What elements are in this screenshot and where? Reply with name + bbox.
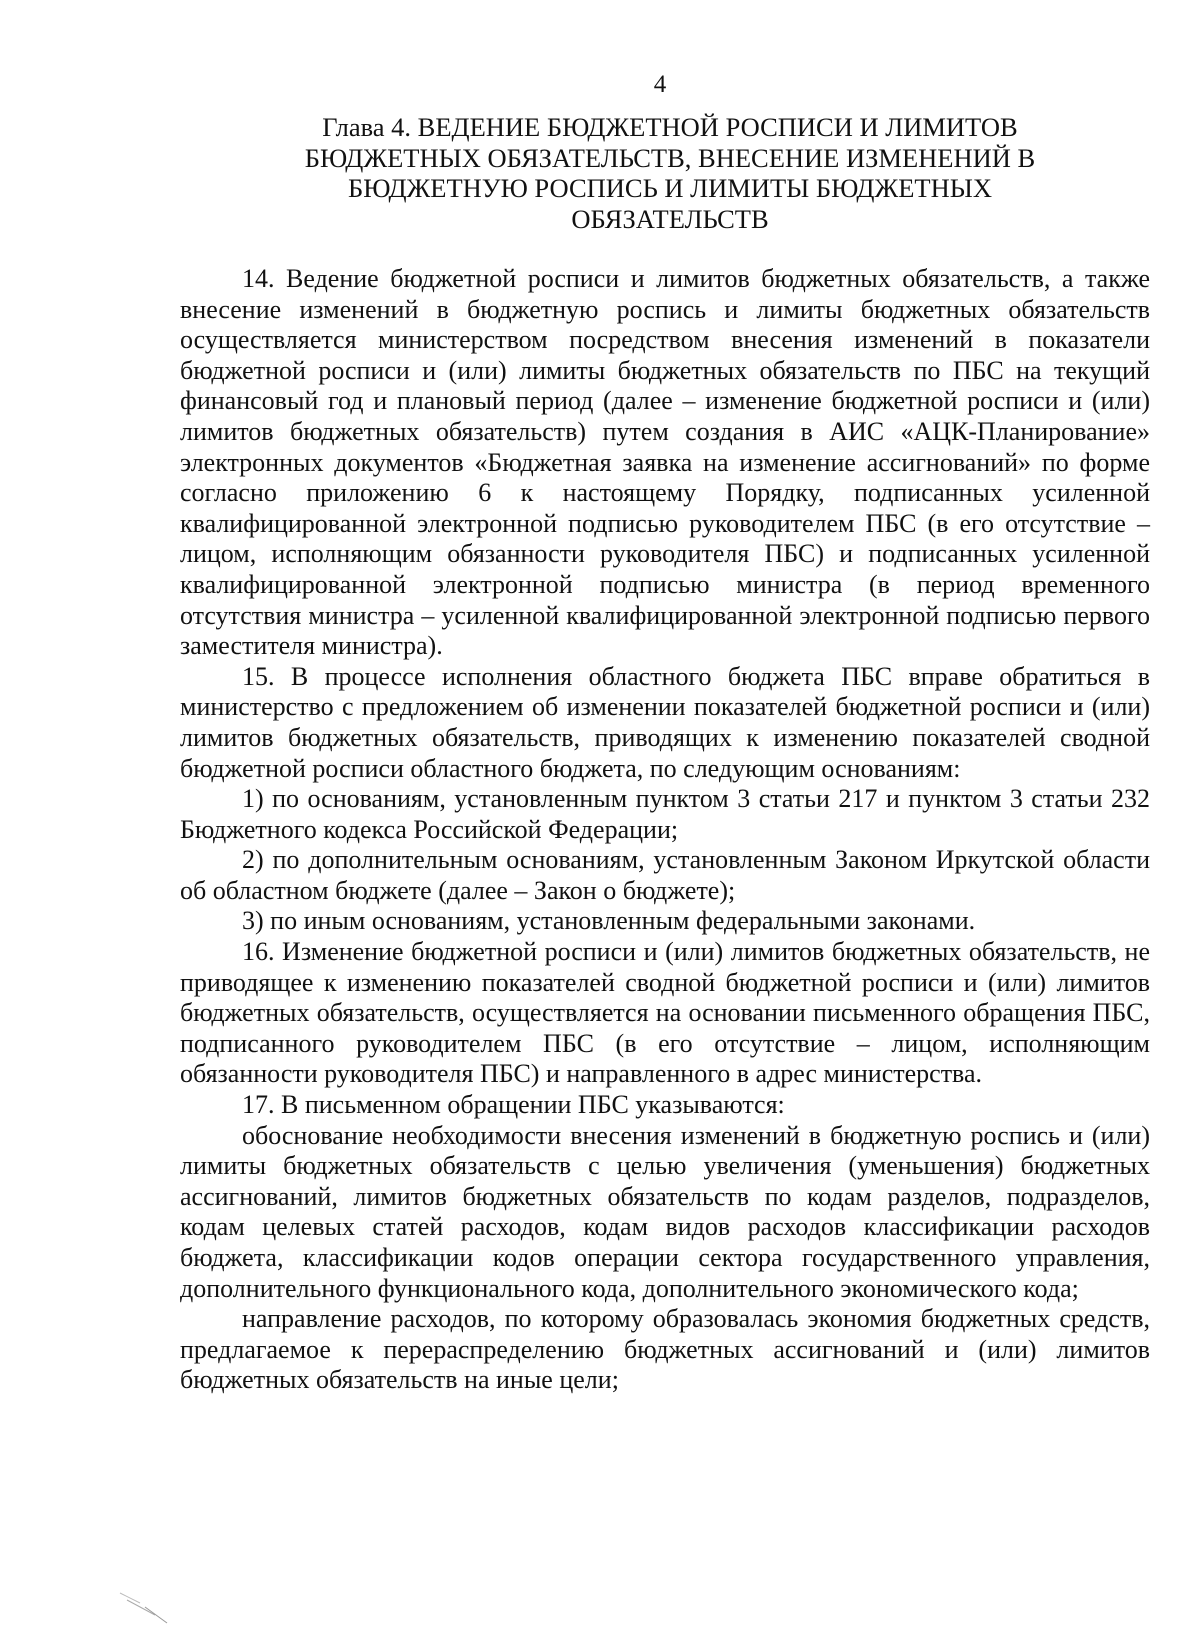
paragraph-14: 14. Ведение бюджетной росписи и лимитов бюджетных обязательств, а также внесение изменений в бюджетную роспись и лимиты бюджетных обязательств осуществляется министерством посредством внесения изменений в показатели бюджетной росписи и (или) лимиты бюджетных обязательств по ПБС на текущий финансовый год и плановый период (далее – изменение бюджетной росписи и (или) лимитов бюджетных обязательств) путем создания в АИС «АЦК-Планирование» электронных документов «Бюджетная заявка на изменение ассигнований» по форме согласно приложению 6 к настоящему Порядку, подписанных усиленной квалифицированной электронной подписью руководителем ПБС (в его отсутствие – лицом, исполняющим обязанности руководителя ПБС) и подписанных усиленной квалифицированной электронной подписью министра (в период временного отсутствия министра – усиленной квалифицированной электронной подписью первого заместителя министра). (180, 264, 1150, 661)
chapter-title: Глава 4. ВЕДЕНИЕ БЮДЖЕТНОЙ РОСПИСИ И ЛИМИТОВ БЮДЖЕТНЫХ ОБЯЗАТЕЛЬСТВ, ВНЕСЕНИЕ ИЗМЕНЕНИЙ В БЮДЖЕТНУЮ РОСПИСЬ И ЛИМИТЫ БЮДЖЕТНЫХ ОБЯЗАТЕЛЬСТВ (304, 112, 1036, 234)
list-item-3: 3) по иным основаниям, установленным федеральными законами. (242, 906, 976, 936)
scan-artifact-mark (115, 1585, 175, 1625)
paragraph-17-item-savings-direction: направление расходов, по которому образовалась экономия бюджетных средств, предлагаемое к перераспределению бюджетных ассигнований и (или) лимитов бюджетных обязательств на иные цели; (180, 1304, 1150, 1395)
paragraph-16: 16. Изменение бюджетной росписи и (или) лимитов бюджетных обязательств, не приводящее к изменению показателей сводной бюджетной росписи и (или) лимитов бюджетных обязательств, осуществляется на основании письменного обращения ПБС, подписанного руководителем ПБС (в его отсутствие – лицом, исполняющим обязанности руководителя ПБС) и направленного в адрес министерства. (180, 937, 1150, 1089)
list-item-2: 2) по дополнительным основаниям, установленным Законом Иркутской области об областном бюджете (далее – Закон о бюджете); (180, 845, 1150, 905)
paragraph-17: 17. В письменном обращении ПБС указываются: (242, 1090, 785, 1120)
paragraph-15: 15. В процессе исполнения областного бюджета ПБС вправе обратиться в министерство с предложением об изменении показателей бюджетной росписи и (или) лимитов бюджетных обязательств, приводящих к изменению показателей сводной бюджетной росписи областного бюджета, по следующим основаниям: (180, 661, 1150, 783)
paragraph-17-item-justification: обоснование необходимости внесения изменений в бюджетную роспись и (или) лимиты бюджетных обязательств с целью увеличения (уменьшения) бюджетных ассигнований, лимитов бюджетных обязательств по кодам разделов, подразделов, кодам целевых статей расходов, кодам видов расходов классификации расходов бюджета, классификации кодов операции сектора государственного управления, дополнительного функционального кода, дополнительного экономического кода; (180, 1120, 1150, 1303)
list-item-1: 1) по основаниям, установленным пунктом 3 статьи 217 и пунктом 3 статьи 232 Бюджетного кодекса Российской Федерации; (180, 784, 1150, 844)
document-body (180, 264, 1150, 1396)
page-number: 4 (653, 71, 667, 98)
